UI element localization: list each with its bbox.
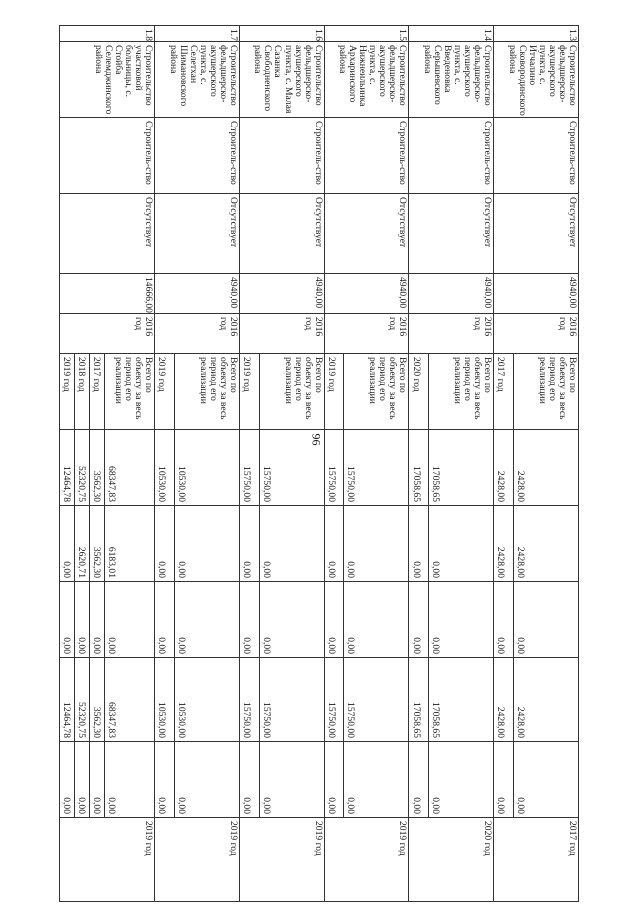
period-label-cell: 2019 год — [155, 354, 175, 430]
funding-cell: 0,00 — [259, 506, 324, 582]
funding-cell: 0,00 — [513, 742, 578, 818]
object-name-cell: Строительство фельдшерско-акушерского пункта, с. Итчалино Сковородинского района — [494, 42, 579, 118]
funding-cell: 0,00 — [240, 506, 260, 582]
design-status-cell: Отсутствует — [240, 194, 325, 274]
funding-cell: 3562,30 — [90, 506, 105, 582]
period-label-cell: 2019 год — [240, 354, 260, 430]
capacity-cell: 4940,00 — [155, 274, 240, 314]
funding-cell: 17058,65 — [429, 658, 494, 742]
year-end-cell: 2020 год — [409, 818, 494, 902]
total-cost-cell: 17058,65 — [429, 430, 494, 506]
funding-cell: 0,00 — [155, 742, 175, 818]
funding-cell: 0,00 — [155, 506, 175, 582]
funding-cell: 17058,65 — [409, 658, 429, 742]
funding-cell: 2428,00 — [494, 658, 514, 742]
funding-cell: 6183,01 — [105, 506, 155, 582]
total-cost-cell: 2428,00 — [513, 430, 578, 506]
funding-cell: 0,00 — [324, 506, 344, 582]
year-start-cell: 2016 год — [155, 314, 240, 354]
year-start-cell: 2016 год — [240, 314, 325, 354]
table-body — [60, 26, 579, 902]
period-label-cell: Всего по объекту за весь период его реализации — [259, 354, 324, 430]
design-status-cell: Отсутствует — [155, 194, 240, 274]
period-label-cell: 2019 год — [324, 354, 344, 430]
total-cost-cell: 68347,83 — [105, 430, 155, 506]
period-label-cell: Всего по объекту за весь период его реализации — [174, 354, 239, 430]
row-number-cell: 1.4 — [409, 26, 494, 42]
year-start-cell: 2016 год — [409, 314, 494, 354]
funding-cell: 0,00 — [60, 506, 75, 582]
table-row — [513, 26, 578, 902]
funding-cell: 0,00 — [429, 742, 494, 818]
capacity-cell: 4940,00 — [324, 274, 409, 314]
funding-cell: 3562,30 — [90, 658, 105, 742]
object-name-cell: Строительство фельдшерско-акушерского пункта, с. Нижнеильинка Архаринского района — [324, 42, 409, 118]
funding-cell: 0,00 — [429, 582, 494, 658]
funding-cell: 2428,00 — [513, 506, 578, 582]
table-row — [259, 26, 324, 902]
year-start-cell: 2016 год — [324, 314, 409, 354]
funding-cell: 0,00 — [344, 742, 409, 818]
funding-cell: 0,00 — [494, 582, 514, 658]
funding-cell: 0,00 — [324, 742, 344, 818]
object-name-cell: Строительство участковой больницы, с. Стойба Селемджинского района — [60, 42, 155, 118]
funding-cell: 68347,83 — [105, 658, 155, 742]
funding-cell: 2428,00 — [513, 658, 578, 742]
row-number-cell: 1.5 — [324, 26, 409, 42]
object-name-cell: Строительство фельдшерско-акушерского пункта, с. Введеновка Серышевского района — [409, 42, 494, 118]
funding-cell: 0,00 — [494, 742, 514, 818]
total-cost-cell: 17058,65 — [409, 430, 429, 506]
total-cost-cell: 10530,00 — [174, 430, 239, 506]
row-number-cell: 1.8 — [60, 26, 155, 42]
investment-objects-table — [59, 25, 579, 902]
funding-cell: 0,00 — [324, 582, 344, 658]
funding-cell: 0,00 — [240, 582, 260, 658]
funding-cell: 0,00 — [105, 742, 155, 818]
period-label-cell: 2017 год — [90, 354, 105, 430]
period-label-cell: 2020 год — [409, 354, 429, 430]
row-number-cell: 1.6 — [240, 26, 325, 42]
capacity-cell: 4940,00 — [494, 274, 579, 314]
design-status-cell: Отсутствует — [494, 194, 579, 274]
funding-cell: 0,00 — [409, 742, 429, 818]
period-label-cell: Всего по объекту за весь период его реализации — [429, 354, 494, 430]
period-label-cell: Всего по объекту за весь период его реализации — [344, 354, 409, 430]
total-cost-cell: 3562,30 — [90, 430, 105, 506]
year-end-cell: 2017 год — [494, 818, 579, 902]
funding-cell: 0,00 — [174, 582, 239, 658]
work-type-cell: Строитель-ство — [60, 118, 155, 194]
row-number-cell: 1.3 — [494, 26, 579, 42]
funding-cell: 0,00 — [174, 742, 239, 818]
year-start-cell: 2016 год — [60, 314, 155, 354]
funding-cell: 0,00 — [344, 582, 409, 658]
row-number-cell: 1.7 — [155, 26, 240, 42]
total-cost-cell: 12464,78 — [60, 430, 75, 506]
total-cost-cell: 15750,00 — [240, 430, 260, 506]
funding-cell: 0,00 — [75, 582, 90, 658]
funding-cell: 0,00 — [513, 582, 578, 658]
work-type-cell: Строитель-ство — [155, 118, 240, 194]
total-cost-cell: 2428,00 — [494, 430, 514, 506]
period-label-cell: 2019 год — [60, 354, 75, 430]
year-end-cell: 2019 год — [324, 818, 409, 902]
capacity-cell: 14666,00 — [60, 274, 155, 314]
total-cost-cell: 15750,00 — [259, 430, 324, 506]
funding-cell: 0,00 — [174, 506, 239, 582]
capacity-cell: 4940,00 — [240, 274, 325, 314]
table-row — [429, 26, 494, 902]
total-cost-cell: 52320,75 — [75, 430, 90, 506]
funding-cell: 0,00 — [90, 742, 105, 818]
funding-cell: 0,00 — [60, 742, 75, 818]
funding-cell: 10530,00 — [174, 658, 239, 742]
object-name-cell: Строительство фельдшерско-акушерского пункта, с. Малая Сазанка Свободненского района — [240, 42, 325, 118]
funding-cell: 0,00 — [409, 506, 429, 582]
period-label-cell: 2017 год — [494, 354, 514, 430]
funding-cell: 12464,78 — [60, 658, 75, 742]
table-row — [105, 26, 155, 902]
total-cost-cell: 10530,00 — [155, 430, 175, 506]
rotated-table-frame — [59, 25, 579, 856]
year-end-cell: 2019 год — [240, 818, 325, 902]
funding-cell: 0,00 — [155, 582, 175, 658]
funding-cell: 15750,00 — [259, 658, 324, 742]
work-type-cell: Строитель-ство — [324, 118, 409, 194]
period-label-cell: Всего по объекту за весь период его реализации — [105, 354, 155, 430]
period-label-cell: 2018 год — [75, 354, 90, 430]
funding-cell: 0,00 — [105, 582, 155, 658]
funding-cell: 0,00 — [60, 582, 75, 658]
table-row — [174, 26, 239, 902]
object-name-cell: Строительство фельдшерско-акушерского пункта, с. Селетхан Шимановского района — [155, 42, 240, 118]
funding-cell: 15750,00 — [240, 658, 260, 742]
work-type-cell: Строитель-ство — [494, 118, 579, 194]
total-cost-cell: 15750,00 — [324, 430, 344, 506]
year-end-cell: 2019 год — [60, 818, 155, 902]
funding-cell: 15750,00 — [324, 658, 344, 742]
funding-cell: 0,00 — [240, 742, 260, 818]
work-type-cell: Строитель-ство — [409, 118, 494, 194]
total-cost-cell: 15750,00 — [344, 430, 409, 506]
funding-cell: 0,00 — [259, 582, 324, 658]
funding-cell: 10530,00 — [155, 658, 175, 742]
design-status-cell: Отсутствует — [60, 194, 155, 274]
funding-cell: 0,00 — [75, 742, 90, 818]
year-start-cell: 2016 год — [494, 314, 579, 354]
funding-cell: 15750,00 — [344, 658, 409, 742]
funding-cell: 0,00 — [259, 742, 324, 818]
funding-cell: 0,00 — [344, 506, 409, 582]
funding-cell: 0,00 — [429, 506, 494, 582]
funding-cell: 2428,00 — [494, 506, 514, 582]
period-label-cell: Всего по объекту за весь период его реализации — [513, 354, 578, 430]
design-status-cell: Отсутствует — [409, 194, 494, 274]
capacity-cell: 4940,00 — [409, 274, 494, 314]
table-row — [344, 26, 409, 902]
year-end-cell: 2019 год — [155, 818, 240, 902]
work-type-cell: Строитель-ство — [240, 118, 325, 194]
funding-cell: 0,00 — [409, 582, 429, 658]
funding-cell: 2620,71 — [75, 506, 90, 582]
funding-cell: 0,00 — [90, 582, 105, 658]
page-number: 96 — [309, 433, 324, 446]
design-status-cell: Отсутствует — [324, 194, 409, 274]
funding-cell: 52320,75 — [75, 658, 90, 742]
